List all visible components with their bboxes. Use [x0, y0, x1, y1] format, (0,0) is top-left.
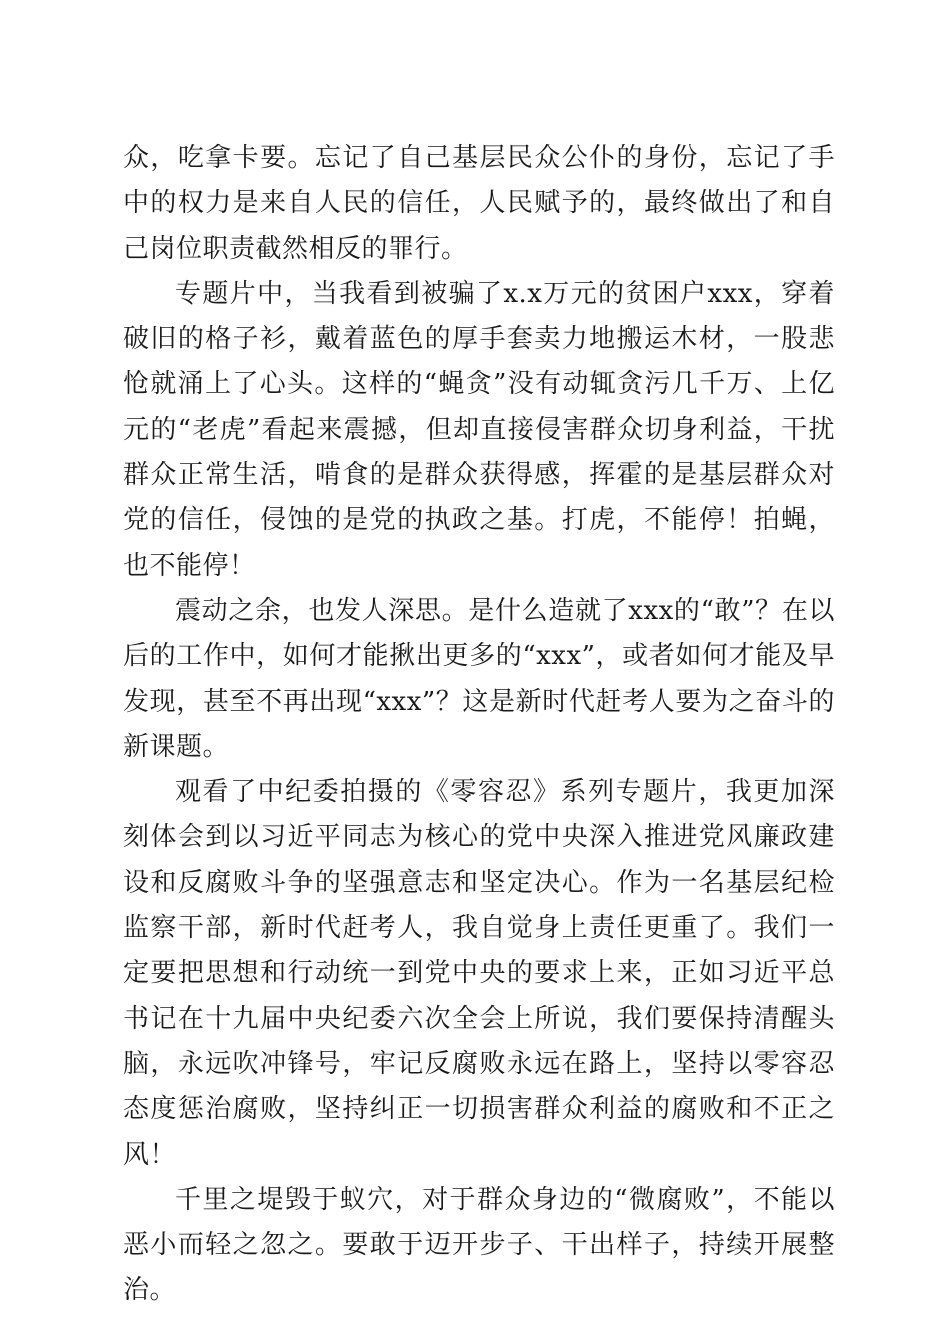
paragraph-continuation: 众，吃拿卡要。忘记了自己基层民众公仆的身份，忘记了手中的权力是来自人民的信任，人民赋予的，最终做出了和自己岗位职责截然相反的罪行。 [123, 143, 835, 264]
paragraph-zero-tolerance: 观看了中纪委拍摄的《零容忍》系列专题片，我更加深刻体会到以习近平同志为核心的党中央深入推进党风廉政建设和反腐败斗争的坚强意志和坚定决心。作为一名基层纪检监察干部，新时代赶考人，我自觉身上责任更重了。我们一定要把思想和行动统一到党中央的要求上来，正如习近平总书记在十九届中央纪委六次全会上所说，我们要保持清醒头脑，永远吹冲锋号，牢记反腐败永远在路上，坚持以零容忍态度惩治腐败，坚持纠正一切损害群众利益的腐败和不正之风！ [123, 777, 835, 1170]
paragraph-documentary-scene: 专题片中，当我看到被骗了x.x万元的贫困户xxx，穿着破旧的格子衫，戴着蓝色的厚手套卖力地搬运木材，一股悲怆就涌上了心头。这样的“蝇贪”没有动辄贪污几千万、上亿元的“老虎”看起来震撼，但却直接侵害群众切身利益，干扰群众正常生活，啃食的是群众获得感，挥霍的是基层群众对党的信任，侵蚀的是党的执政之基。打虎，不能停！拍蝇，也不能停！ [123, 278, 835, 581]
paragraph-reflection: 震动之余，也发人深思。是什么造就了xxx的“敢”？在以后的工作中，如何才能揪出更多的“xxx”，或者如何才能及早发现，甚至不再出现“xxx”？这是新时代赶考人要为之奋斗的新课题。 [123, 595, 835, 762]
body-text [123, 136, 835, 1314]
paragraph-micro-corruption: 千里之堤毁于蚁穴，对于群众身边的“微腐败”，不能以恶小而轻之忽之。要敢于迈开步子、干出样子，持续开展整治。 [123, 1184, 835, 1306]
